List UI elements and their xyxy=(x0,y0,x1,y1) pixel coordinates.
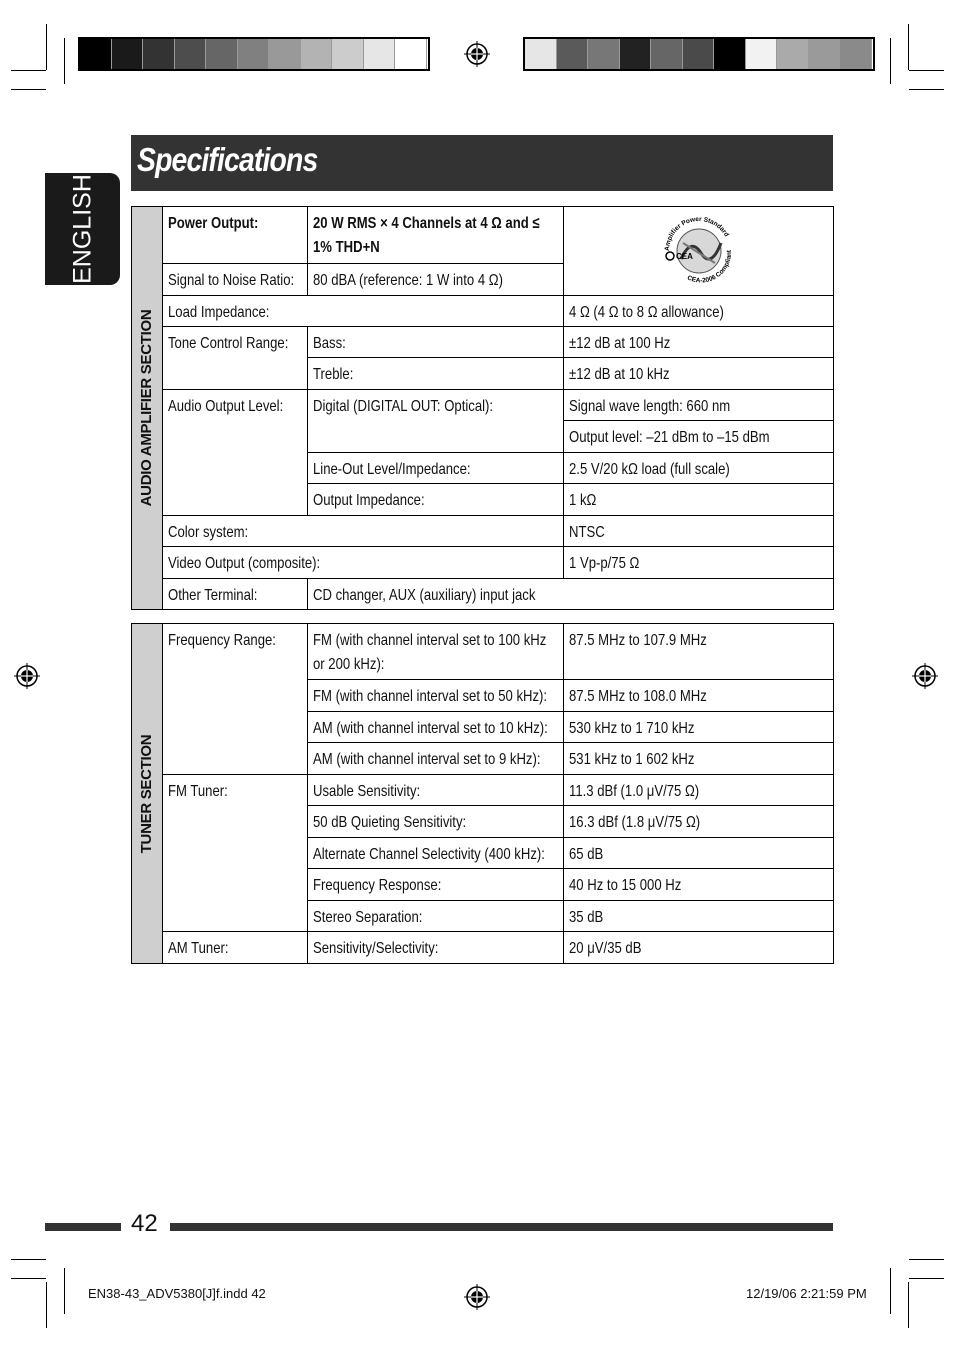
output-impedance-value: 1 kΩ xyxy=(569,492,597,509)
registration-mark-icon xyxy=(14,663,40,689)
crop-mark xyxy=(11,70,46,71)
fm-50khz-label: FM (with channel interval set to 50 kHz): xyxy=(313,688,548,705)
output-impedance-label: Output Impedance: xyxy=(313,492,425,509)
tuner-section-side-label: TUNER SECTION xyxy=(132,624,163,964)
fm-tuner-label: FM Tuner: xyxy=(168,783,228,800)
table-row xyxy=(132,624,834,680)
logo-top-text: Amplifier Power Standard xyxy=(663,215,730,252)
usable-sensitivity-value: 11.3 dBf (1.0 μV/75 Ω) xyxy=(569,783,700,800)
other-terminal-label: Other Terminal: xyxy=(168,587,258,604)
video-output-label: Video Output (composite): xyxy=(168,555,321,572)
power-output-value: 20 W RMS × 4 Channels at 4 Ω and ≤ 1% THD+N xyxy=(313,215,540,256)
crop-mark xyxy=(11,1259,46,1260)
crop-mark xyxy=(909,70,944,71)
other-terminal-value: CD changer, AUX (auxiliary) input jack xyxy=(313,587,536,604)
cea-2006-logo xyxy=(657,207,741,287)
color-system-value: NTSC xyxy=(569,524,605,541)
crop-mark xyxy=(11,89,46,90)
line-out-label: Line-Out Level/Impedance: xyxy=(313,461,471,478)
tone-control-label: Tone Control Range: xyxy=(168,335,289,352)
alternate-channel-value: 65 dB xyxy=(569,846,604,863)
table-row xyxy=(132,932,834,964)
table-row xyxy=(132,775,834,806)
crop-mark xyxy=(908,24,909,70)
footer-rule-left xyxy=(45,1223,121,1231)
crop-mark xyxy=(64,38,65,84)
snr-label: Signal to Noise Ratio: xyxy=(168,271,295,289)
alternate-channel-label: Alternate Channel Selectivity (400 kHz): xyxy=(313,846,545,863)
table-row xyxy=(132,516,834,547)
table-row xyxy=(132,547,834,579)
crop-mark xyxy=(46,1282,47,1328)
crop-mark xyxy=(909,1259,944,1260)
page-title-bar xyxy=(131,135,833,191)
table-row xyxy=(132,579,834,610)
digital-wavelength-value: Signal wave length: 660 nm xyxy=(569,398,731,415)
fm-50khz-value: 87.5 MHz to 108.0 MHz xyxy=(569,688,707,705)
registration-mark-icon xyxy=(464,1284,490,1310)
am-10khz-label: AM (with channel interval set to 10 kHz): xyxy=(313,720,548,737)
crop-mark xyxy=(64,1268,65,1314)
quieting-sensitivity-label: 50 dB Quieting Sensitivity: xyxy=(313,814,467,831)
frequency-response-value: 40 Hz to 15 000 Hz xyxy=(569,877,682,894)
quieting-sensitivity-value: 16.3 dBf (1.8 μV/75 Ω) xyxy=(569,814,701,831)
line-out-value: 2.5 V/20 kΩ load (full scale) xyxy=(569,461,730,478)
snr-value: 80 dBA (reference: 1 W into 4 Ω) xyxy=(313,271,503,289)
am-9khz-value: 531 kHz to 1 602 kHz xyxy=(569,751,695,768)
crop-mark xyxy=(909,89,944,90)
table-row xyxy=(132,390,834,421)
sensitivity-selectivity-label: Sensitivity/Selectivity: xyxy=(313,940,439,957)
am-10khz-value: 530 kHz to 1 710 kHz xyxy=(569,720,695,737)
video-output-value: 1 Vp-p/75 Ω xyxy=(569,555,640,572)
audio-output-level-label: Audio Output Level: xyxy=(168,398,284,415)
language-tab xyxy=(45,173,120,285)
page-title: Specifications xyxy=(137,141,318,178)
frequency-response-label: Frequency Response: xyxy=(313,877,442,894)
crop-mark xyxy=(46,24,47,70)
tuner-table xyxy=(131,623,834,964)
audio-amplifier-table xyxy=(131,206,834,610)
am-9khz-label: AM (with channel interval set to 9 kHz): xyxy=(313,751,541,768)
cea-logo-cell xyxy=(564,207,834,296)
logo-bottom-text: CEA-2006 Compliant xyxy=(685,249,733,285)
crop-mark xyxy=(890,38,891,84)
fm-100khz-label: FM (with channel interval set to 100 kHz or 200 kHz): xyxy=(313,632,547,673)
page-number: 42 xyxy=(131,1210,158,1237)
table-row xyxy=(132,207,834,264)
logo-mark-text: CEA xyxy=(675,252,693,261)
table-row xyxy=(132,296,834,327)
digital-output-level-value: Output level: –21 dBm to –15 dBm xyxy=(569,429,770,446)
table-row xyxy=(132,327,834,358)
treble-label: Treble: xyxy=(313,366,354,383)
crop-mark xyxy=(908,1282,909,1328)
bass-value: ±12 dB at 100 Hz xyxy=(569,335,671,352)
load-impedance-value: 4 Ω (4 Ω to 8 Ω allowance) xyxy=(569,304,724,321)
language-tab-label: ENGLISH xyxy=(68,174,96,284)
crop-mark xyxy=(11,1278,46,1279)
footer-file-name: EN38-43_ADV5380[J]f.indd 42 xyxy=(88,1286,266,1301)
footer-rule-right xyxy=(170,1223,833,1231)
load-impedance-label: Load Impedance: xyxy=(168,304,270,321)
grayscale-bar xyxy=(78,37,430,71)
digital-out-label: Digital (DIGITAL OUT: Optical): xyxy=(313,398,494,415)
color-system-label: Color system: xyxy=(168,524,249,541)
fm-100khz-value: 87.5 MHz to 107.9 MHz xyxy=(569,632,707,649)
crop-mark xyxy=(909,1278,944,1279)
frequency-range-label: Frequency Range: xyxy=(168,632,276,649)
power-output-label: Power Output: xyxy=(168,215,259,232)
bass-label: Bass: xyxy=(313,335,346,352)
treble-value: ±12 dB at 10 kHz xyxy=(569,366,670,383)
crop-mark xyxy=(890,1268,891,1314)
audio-section-side-label: AUDIO AMPLIFIER SECTION xyxy=(132,207,163,610)
footer-datetime: 12/19/06 2:21:59 PM xyxy=(746,1286,867,1301)
color-bar xyxy=(523,37,875,71)
registration-mark-icon xyxy=(912,663,938,689)
usable-sensitivity-label: Usable Sensitivity: xyxy=(313,783,421,800)
stereo-separation-value: 35 dB xyxy=(569,909,604,926)
stereo-separation-label: Stereo Separation: xyxy=(313,909,423,926)
am-tuner-label: AM Tuner: xyxy=(168,940,229,957)
registration-mark-icon xyxy=(464,41,490,67)
sensitivity-selectivity-value: 20 μV/35 dB xyxy=(569,940,642,957)
